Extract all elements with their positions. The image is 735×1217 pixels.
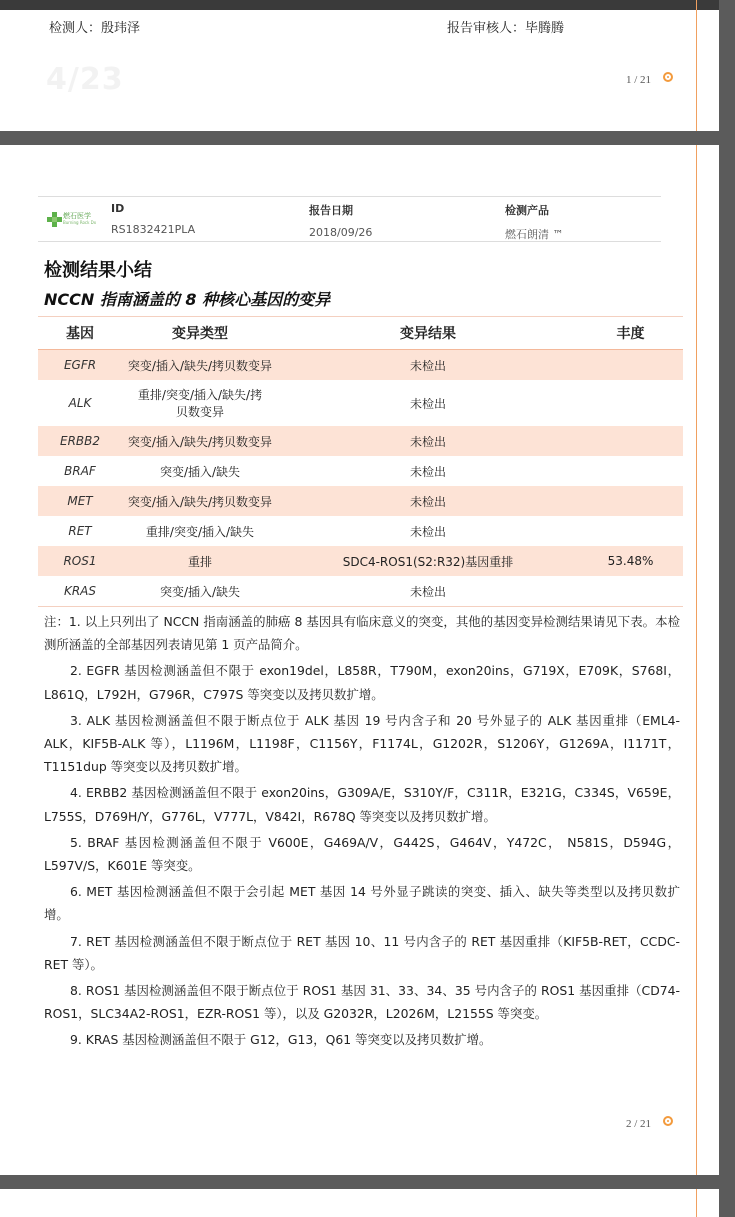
- variant-type-cell: 突变/插入/缺失: [159, 464, 241, 479]
- gene-cell: EGFR: [38, 350, 122, 381]
- abundance-cell: [578, 456, 683, 486]
- result-cell: 未检出: [409, 524, 446, 539]
- page-number: 1 / 21: [626, 74, 652, 86]
- note-paragraph: 注：1. 以上只列出了 NCCN 指南涵盖的肺癌 8 基因具有临床意义的突变，其他的基因变异检测结果请见下表。本检测所涵盖的全部基因列表请见第 1 页产品简介。: [44, 614, 680, 653]
- next-page: [0, 1189, 719, 1217]
- note-paragraph: 3. ALK 基因检测涵盖但不限于断点位于 ALK 基因 19 号内含子和 20 号外显子的 ALK 基因重排（EML4-ALK，KIF5B-ALK 等），L1196M，L1198F，C1156Y，F1174L，G1202R，S1206Y，G1269A，I1171T，T1151dup 等突变以及拷贝数扩增。: [44, 712, 680, 775]
- logo-subtext: Burning Rock Dx: [63, 220, 97, 225]
- result-cell: 未检出: [409, 464, 446, 479]
- previous-page: [0, 0, 719, 131]
- logo-text: 燃石医学: [63, 212, 91, 220]
- variant-type-cell: 突变/插入/缺失/拷贝数变异: [122, 486, 278, 516]
- abundance-cell: [578, 426, 683, 456]
- abundance-cell: [578, 516, 683, 546]
- page-edge-rule: [696, 1189, 697, 1217]
- variant-type-cell: 重排/突变/插入/缺失/拷贝数变异: [137, 388, 263, 419]
- abundance-cell: [578, 576, 683, 607]
- report-header: [38, 196, 661, 242]
- abundance-cell: [578, 486, 683, 516]
- gene-cell: ERBB2: [38, 426, 122, 456]
- top-strip: [0, 0, 719, 10]
- table-row: [38, 516, 683, 546]
- report-page: [0, 145, 719, 1175]
- table-header-row: [38, 317, 683, 350]
- company-logo: [47, 210, 95, 228]
- table-row: [38, 350, 683, 381]
- page-edge-rule: [696, 0, 697, 131]
- abundance-cell: [578, 380, 683, 426]
- table-row: [38, 426, 683, 456]
- gene-cell: MET: [38, 486, 122, 516]
- note-paragraph: 8. ROS1 基因检测涵盖但不限于断点位于 ROS1 基因 31、33、34、35 号内含子的 ROS1 基因重排（CD74-ROS1，SLC34A2-ROS1，EZR-ROS1 等），以及 G2032R，L2026M，L2155S 等突变。: [44, 983, 680, 1022]
- note-paragraph: 2. EGFR 基因检测涵盖但不限于 exon19del，L858R，T790M，exon20ins，G719X，E709K，S768I，L861Q，L792H，G796R，C797S 等突变以及拷贝数扩增。: [44, 663, 680, 702]
- id-label: ID: [111, 202, 125, 215]
- gene-cell: KRAS: [38, 576, 122, 607]
- header-id: [111, 202, 195, 236]
- variant-type-cell: 突变/插入/缺失/拷贝数变异: [122, 426, 278, 456]
- notes-section: [44, 610, 680, 1055]
- variant-type-cell: 突变/插入/缺失/拷贝数变异: [122, 350, 278, 381]
- result-cell: 未检出: [278, 576, 578, 607]
- gene-cell: RET: [68, 524, 92, 538]
- page-edge-rule: [696, 145, 697, 1175]
- section-title: 检测结果小结: [44, 260, 152, 281]
- header-product: [505, 202, 564, 242]
- column-header-type: 变异类型: [122, 317, 278, 350]
- note-paragraph: 6. MET 基因检测涵盖但不限于会引起 MET 基因 14 号外显子跳读的突变、插入、缺失等类型以及拷贝数扩增。: [44, 884, 680, 923]
- gene-cell: ROS1: [38, 546, 122, 576]
- table-row: [38, 486, 683, 516]
- page-number: 2 / 21: [626, 1118, 652, 1130]
- abundance-cell: 53.48%: [578, 546, 683, 576]
- table-row: [38, 546, 683, 576]
- variant-type-cell: 重排/突变/插入/缺失: [145, 524, 255, 539]
- product-label: 检测产品: [505, 204, 549, 217]
- date-value: 2018/09/26: [309, 226, 373, 239]
- id-value: RS1832421PLA: [111, 223, 196, 236]
- reviewer-label: 报告审核人：毕腾腾: [447, 21, 565, 36]
- header-date: [309, 202, 372, 239]
- note-paragraph: 5. BRAF 基因检测涵盖但不限于 V600E，G469A/V，G442S，G464V，Y472C， N581S，D594G，L597V/S，K601E 等突变。: [44, 834, 680, 874]
- date-label: 报告日期: [309, 204, 353, 217]
- column-header-result: 变异结果: [278, 317, 578, 350]
- result-cell: SDC4-ROS1(S2:R32)基因重排: [278, 546, 578, 576]
- column-header-abundance: 丰度: [578, 317, 683, 350]
- note-paragraph: 9. KRAS 基因检测涵盖但不限于 G12，G13，Q61 等突变以及拷贝数扩增。: [70, 1032, 492, 1048]
- variant-type-cell: 突变/插入/缺失: [122, 576, 278, 607]
- abundance-cell: [578, 350, 683, 381]
- table-row: [38, 380, 683, 426]
- results-table: [38, 316, 683, 607]
- logo-mark-icon: [47, 212, 61, 226]
- page-marker-icon: [663, 1116, 673, 1126]
- product-value: 燃石朗清 ™: [505, 228, 564, 241]
- table-row: [38, 456, 683, 486]
- note-paragraph: 7. RET 基因检测涵盖但不限于断点位于 RET 基因 10、11 号内含子的 RET 基因重排（KIF5B-RET，CCDC-RET 等）。: [44, 933, 680, 972]
- result-cell: 未检出: [278, 486, 578, 516]
- inspector-label: 检测人：殷玮泽: [49, 21, 141, 36]
- page-marker-icon: [663, 72, 673, 82]
- section-subtitle: NCCN 指南涵盖的 8 种核心基因的变异: [44, 290, 331, 309]
- gene-cell: ALK: [68, 396, 92, 410]
- result-cell: 未检出: [278, 426, 578, 456]
- ghost-page-counter: 4/23: [46, 62, 124, 97]
- variant-type-cell: 重排: [122, 546, 278, 576]
- result-cell: 未检出: [278, 350, 578, 381]
- gene-cell: BRAF: [64, 464, 96, 478]
- table-row: [38, 576, 683, 607]
- note-paragraph: 4. ERBB2 基因检测涵盖但不限于 exon20ins，G309A/E，S310Y/F，C311R，E321G，C334S，V659E，L755S，D769H/Y，G776L，V777L，V842I，R678Q 等突变以及拷贝数扩增。: [44, 785, 680, 824]
- result-cell: 未检出: [409, 396, 446, 411]
- column-header-gene: 基因: [38, 317, 122, 350]
